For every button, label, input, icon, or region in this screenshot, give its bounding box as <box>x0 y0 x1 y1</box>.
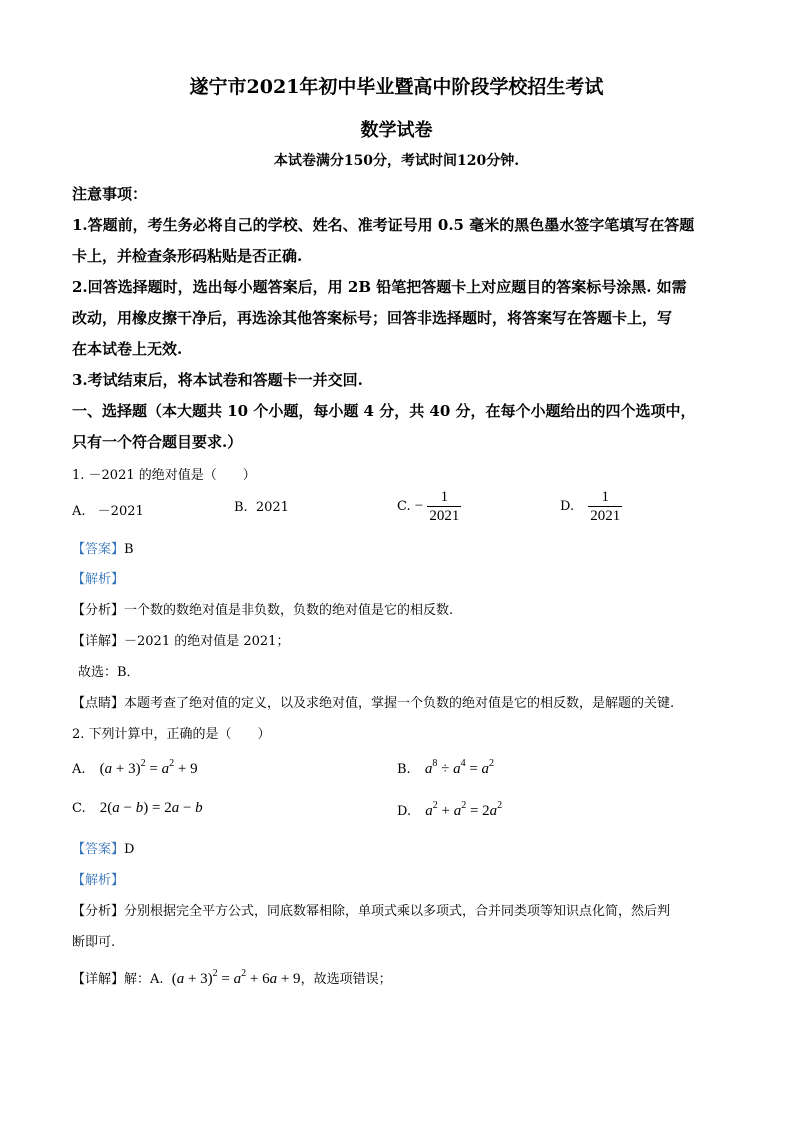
q2-option-a-label: A. <box>72 762 86 777</box>
q1-stem: 1. －2021 的绝对值是（ ） <box>72 468 256 483</box>
q1-analysis-tag: 【分析】 <box>72 603 125 618</box>
exam-note: 本试卷满分150分，考试时间120分钟. <box>273 153 520 169</box>
instruction-1b: 卡上，并检查条形码粘贴是否正确. <box>72 247 303 265</box>
q1-analysis <box>72 599 453 618</box>
q2-option-a <box>72 758 198 778</box>
q1-option-a-text: －2021 <box>97 504 144 519</box>
q2-answer-value: D <box>124 842 135 857</box>
q2-answer-tag: 【答案】 <box>72 842 125 857</box>
q1-option-d-label: D. <box>560 499 575 514</box>
q1-detail <box>72 630 289 649</box>
q2-answer <box>72 838 134 857</box>
q1-detail-text: －2021 的绝对值是 2021； <box>124 634 290 649</box>
q2-analysis <box>72 900 670 919</box>
q1-option-c <box>397 488 461 525</box>
q1-option-b-label: B. <box>234 500 248 515</box>
q1-option-d <box>560 488 622 525</box>
q1-option-c-denominator: 2021 <box>429 508 460 524</box>
q1-answer-tag: 【答案】 <box>72 542 125 557</box>
q2-option-a-formula: $(a + 3)^2 = a^2 + 9$ <box>99 758 198 777</box>
q2-option-b-formula: $a^8 \div a^4 = a^2$ <box>424 758 495 777</box>
q1-remark-tag: 【点睛】 <box>72 696 125 711</box>
instruction-2c: 在本试卷上无效. <box>72 340 183 358</box>
q1-option-b <box>234 500 289 515</box>
q1-option-c-fraction <box>427 488 461 525</box>
section-heading-1: 一、选择题（本大题共 10 个小题，每小题 4 分，共 40 分，在每个小题给出的四个选项中， <box>72 402 696 420</box>
instruction-2a: 2.回答选择题时，选出每小题答案后，用 2B 铅笔把答题卡上对应题目的答案标号涂黑. 如需 <box>72 278 687 296</box>
q1-answer-value: B <box>124 542 134 557</box>
q1-option-c-numerator: 1 <box>427 488 461 507</box>
q2-option-c-formula: 2(a − b) = 2a − b <box>99 800 203 816</box>
q1-analysis-text: 一个数的数绝对值是非负数，负数的绝对值是它的相反数. <box>124 603 454 618</box>
q1-option-d-fraction <box>588 488 622 525</box>
q1-detail-tag: 【详解】 <box>72 634 125 649</box>
q1-remark <box>72 692 674 711</box>
q1-option-a-label: A. <box>72 504 86 519</box>
q2-option-d-formula: $a^2 + a^2 = 2a^2$ <box>425 800 503 819</box>
q2-option-c <box>72 800 203 817</box>
q2-analysis-cont: 断即可. <box>72 935 116 950</box>
q2-detail <box>72 968 392 988</box>
q1-jiexi-tag: 【解析】 <box>72 572 125 587</box>
q2-option-b <box>397 758 494 778</box>
q2-detail-tag: 【详解】 <box>72 972 125 987</box>
q2-option-c-label: C. <box>72 801 86 816</box>
exam-subtitle: 数学试卷 <box>360 120 433 141</box>
q1-remark-text: 本题考查了绝对值的定义，以及求绝对值，掌握一个负数的绝对值是它的相反数，是解题的关键. <box>124 696 675 711</box>
q1-answer <box>72 538 134 557</box>
section-heading-2: 只有一个符合题目要求.） <box>72 433 243 451</box>
q2-option-d-label: D. <box>397 804 412 819</box>
q2-option-b-label: B. <box>397 762 411 777</box>
q2-analysis-text: 分别根据完全平方公式，同底数幂相除，单项式乘以多项式，合并同类项等知识点化简，然后判 <box>124 904 671 919</box>
q2-detail-pre: 解：A. <box>124 972 164 987</box>
q2-analysis-tag: 【分析】 <box>72 904 125 919</box>
instruction-1a: 1.答题前，考生务必将自己的学校、姓名、准考证号用 0.5 毫米的黑色墨水签字笔填写在答题 <box>72 216 695 234</box>
q1-choose: 故选：B． <box>78 665 140 680</box>
q1-option-b-text: 2021 <box>255 500 289 515</box>
q2-detail-formula: $(a + 3)^2 = a^2 + 6a + 9$ <box>171 968 301 987</box>
instructions-heading: 注意事项： <box>72 185 148 203</box>
q1-option-d-numerator: 1 <box>588 488 622 507</box>
q1-option-d-denominator: 2021 <box>590 508 621 524</box>
instruction-2b: 改动，用橡皮擦干净后，再选涂其他答案标号；回答非选择题时，将答案写在答题卡上，写 <box>72 309 673 327</box>
instruction-3: 3.考试结束后，将本试卷和答题卡一并交回. <box>72 371 363 389</box>
q2-option-d <box>397 800 502 820</box>
q1-option-c-label: C. <box>397 499 411 514</box>
q1-option-a <box>72 500 144 519</box>
q2-jiexi-tag: 【解析】 <box>72 873 125 888</box>
q2-stem: 2. 下列计算中，正确的是（ ） <box>72 727 271 742</box>
q2-detail-post: ，故选项错误； <box>300 972 392 987</box>
exam-title: 遂宁市2021年初中毕业暨高中阶段学校招生考试 <box>189 76 604 98</box>
q1-option-c-sign: − <box>414 498 424 514</box>
